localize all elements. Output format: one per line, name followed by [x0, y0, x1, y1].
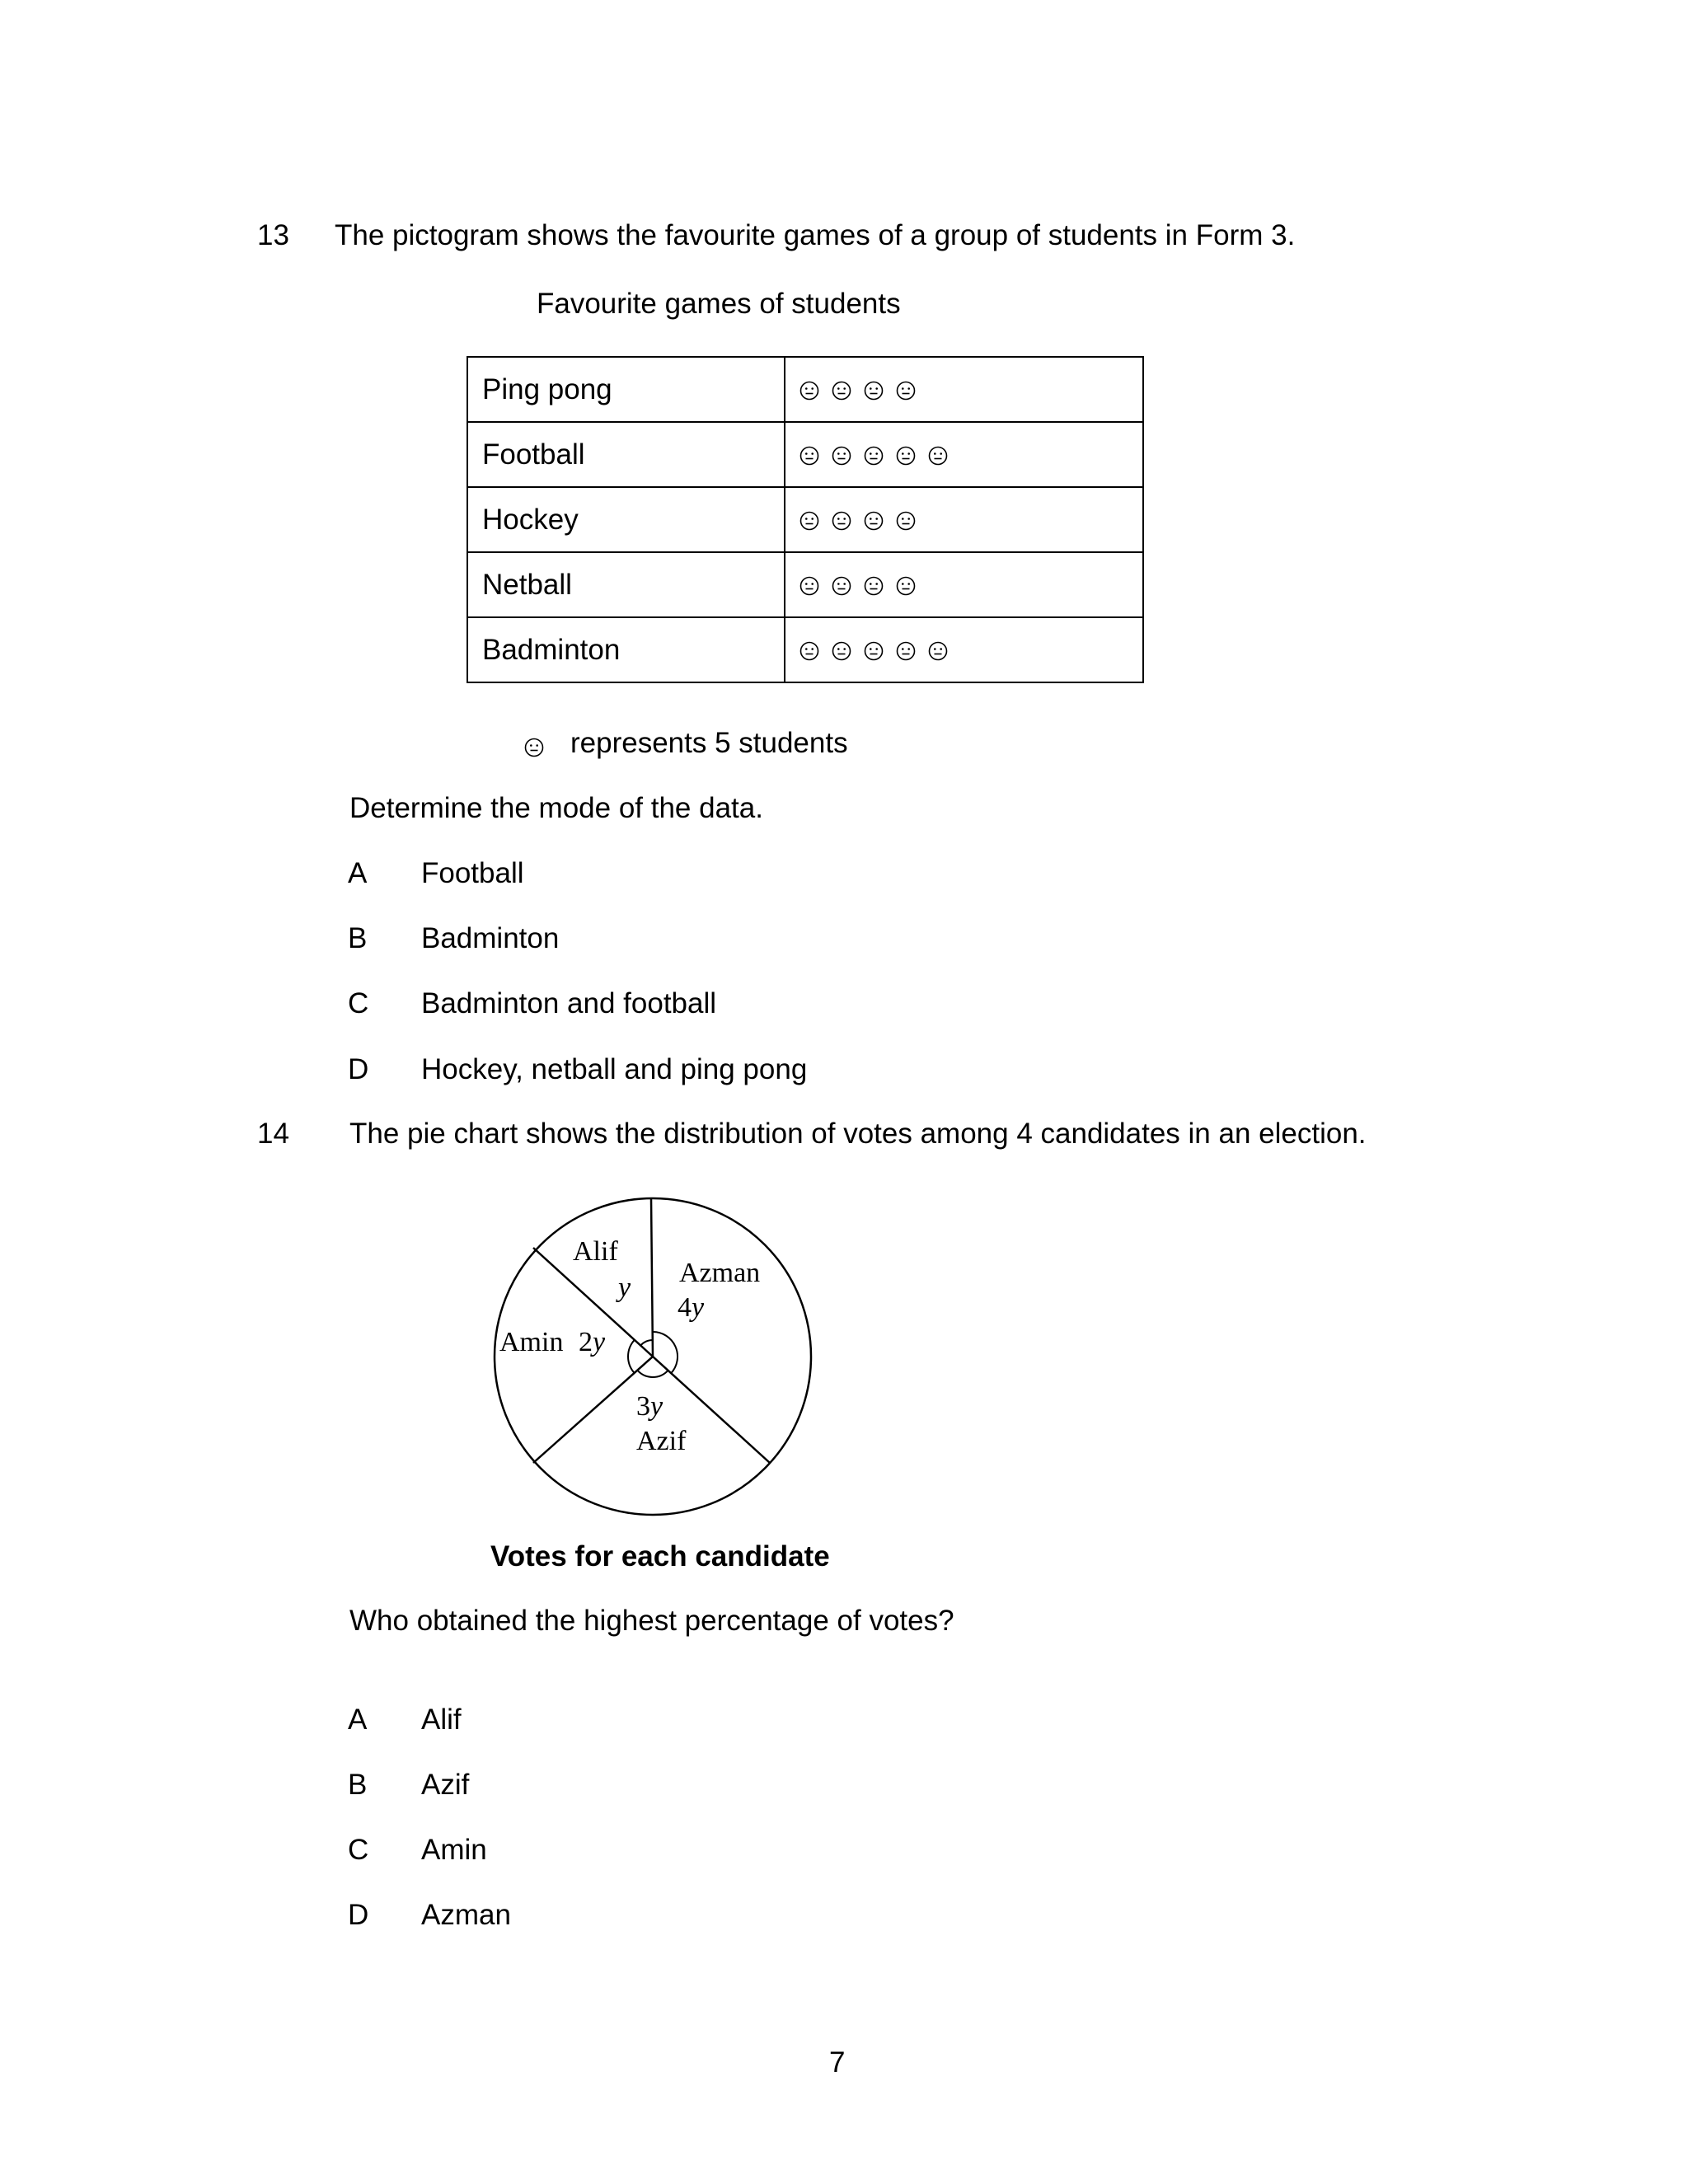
- pictogram-game-label: Hockey: [467, 487, 785, 552]
- q13-option-d-text: Hockey, netball and ping pong: [421, 1053, 808, 1085]
- q14-option-a-text: Alif: [421, 1704, 462, 1736]
- q13-option-a-letter: A: [348, 857, 368, 889]
- pictogram-row: [467, 422, 1143, 487]
- q14-option-d-text: Azman: [421, 1899, 511, 1931]
- q14-option-a-letter: A: [348, 1704, 368, 1736]
- pie-label-azman-value-text: 4y: [678, 1292, 705, 1323]
- neutral-face-icon: [864, 446, 884, 466]
- q13-option-c-letter: C: [348, 987, 369, 1019]
- pictogram-game-label: Netball: [467, 552, 785, 617]
- angle-arc-azif: [637, 1371, 668, 1377]
- neutral-face-icon: [832, 511, 851, 531]
- pie-label-amin-value: 2y: [579, 1327, 606, 1357]
- pie-label-azman-value: [678, 1294, 704, 1322]
- question-14-text: The pie chart shows the distribution of votes among 4 candidates in an election.: [349, 1118, 1367, 1150]
- neutral-face-icon: [928, 641, 948, 661]
- neutral-face-icon: [832, 446, 851, 466]
- angle-arc-amin: [628, 1340, 635, 1373]
- neutral-face-icon: [896, 511, 916, 531]
- question-13-number: 13: [257, 219, 289, 251]
- question-14-prompt: Who obtained the highest percentage of votes?: [349, 1605, 954, 1637]
- pictogram-icons-cell: [785, 357, 1143, 422]
- q13-option-c-text: Badminton and football: [421, 987, 717, 1019]
- pie-chart-title: Votes for each candidate: [490, 1540, 830, 1572]
- pie-divider-azif-amin: [533, 1357, 653, 1463]
- neutral-face-icon: [799, 576, 819, 596]
- q14-option-d-letter: D: [348, 1899, 369, 1931]
- q14-option-c-letter: C: [348, 1834, 369, 1866]
- pie-divider-alif-azman: [651, 1198, 653, 1357]
- neutral-face-icon: [864, 576, 884, 596]
- pictogram-game-label: Football: [467, 422, 785, 487]
- pictogram-icons-cell: [785, 422, 1143, 487]
- q14-option-c-text: Amin: [421, 1834, 487, 1866]
- question-13-prompt: Determine the mode of the data.: [349, 792, 763, 824]
- pictogram-key-text: represents 5 students: [570, 727, 848, 759]
- q14-option-b-text: Azif: [421, 1769, 470, 1801]
- pie-label-amin-name: Amin: [499, 1327, 564, 1357]
- neutral-face-icon: [799, 381, 819, 401]
- neutral-face-icon: [799, 511, 819, 531]
- neutral-face-icon: [832, 381, 851, 401]
- neutral-face-icon: [896, 641, 916, 661]
- neutral-face-icon: [864, 381, 884, 401]
- pictogram-game-label: Badminton: [467, 617, 785, 682]
- pictogram-icons-cell: [785, 617, 1143, 682]
- angle-arc-alif: [640, 1340, 653, 1346]
- pictogram-title: Favourite games of students: [537, 288, 901, 320]
- q13-option-b-letter: B: [348, 922, 368, 954]
- pictogram-row: [467, 357, 1143, 422]
- q14-option-b-letter: B: [348, 1769, 368, 1801]
- neutral-face-icon: [896, 576, 916, 596]
- pictogram-table: [467, 356, 1144, 683]
- neutral-face-icon: [524, 738, 544, 757]
- q13-option-b-text: Badminton: [421, 922, 560, 954]
- neutral-face-icon: [832, 641, 851, 661]
- pictogram-game-label: Ping pong: [467, 357, 785, 422]
- q13-option-a-text: Football: [421, 857, 524, 889]
- neutral-face-icon: [896, 381, 916, 401]
- neutral-face-icon: [864, 641, 884, 661]
- pictogram-icons-cell: [785, 552, 1143, 617]
- neutral-face-icon: [799, 446, 819, 466]
- pictogram-row: [467, 552, 1143, 617]
- pie-label-azif-value: 3y: [636, 1391, 663, 1422]
- pictogram-row: [467, 617, 1143, 682]
- question-14-number: 14: [257, 1118, 289, 1150]
- page-number: 7: [829, 2046, 846, 2079]
- pie-label-alif-value: y: [618, 1272, 631, 1303]
- neutral-face-icon: [864, 511, 884, 531]
- neutral-face-icon: [928, 446, 948, 466]
- question-13-text: The pictogram shows the favourite games of a group of students in Form 3.: [335, 219, 1296, 251]
- neutral-face-icon: [799, 641, 819, 661]
- q13-option-d-letter: D: [348, 1053, 369, 1085]
- pictogram-key: [524, 731, 544, 760]
- pie-label-azif-name: Azif: [636, 1426, 687, 1456]
- neutral-face-icon: [832, 576, 851, 596]
- pictogram-row: [467, 487, 1143, 552]
- pie-label-alif-name: Alif: [573, 1236, 618, 1267]
- neutral-face-icon: [896, 446, 916, 466]
- pie-label-azman-name: Azman: [679, 1258, 761, 1288]
- pictogram-icons-cell: [785, 487, 1143, 552]
